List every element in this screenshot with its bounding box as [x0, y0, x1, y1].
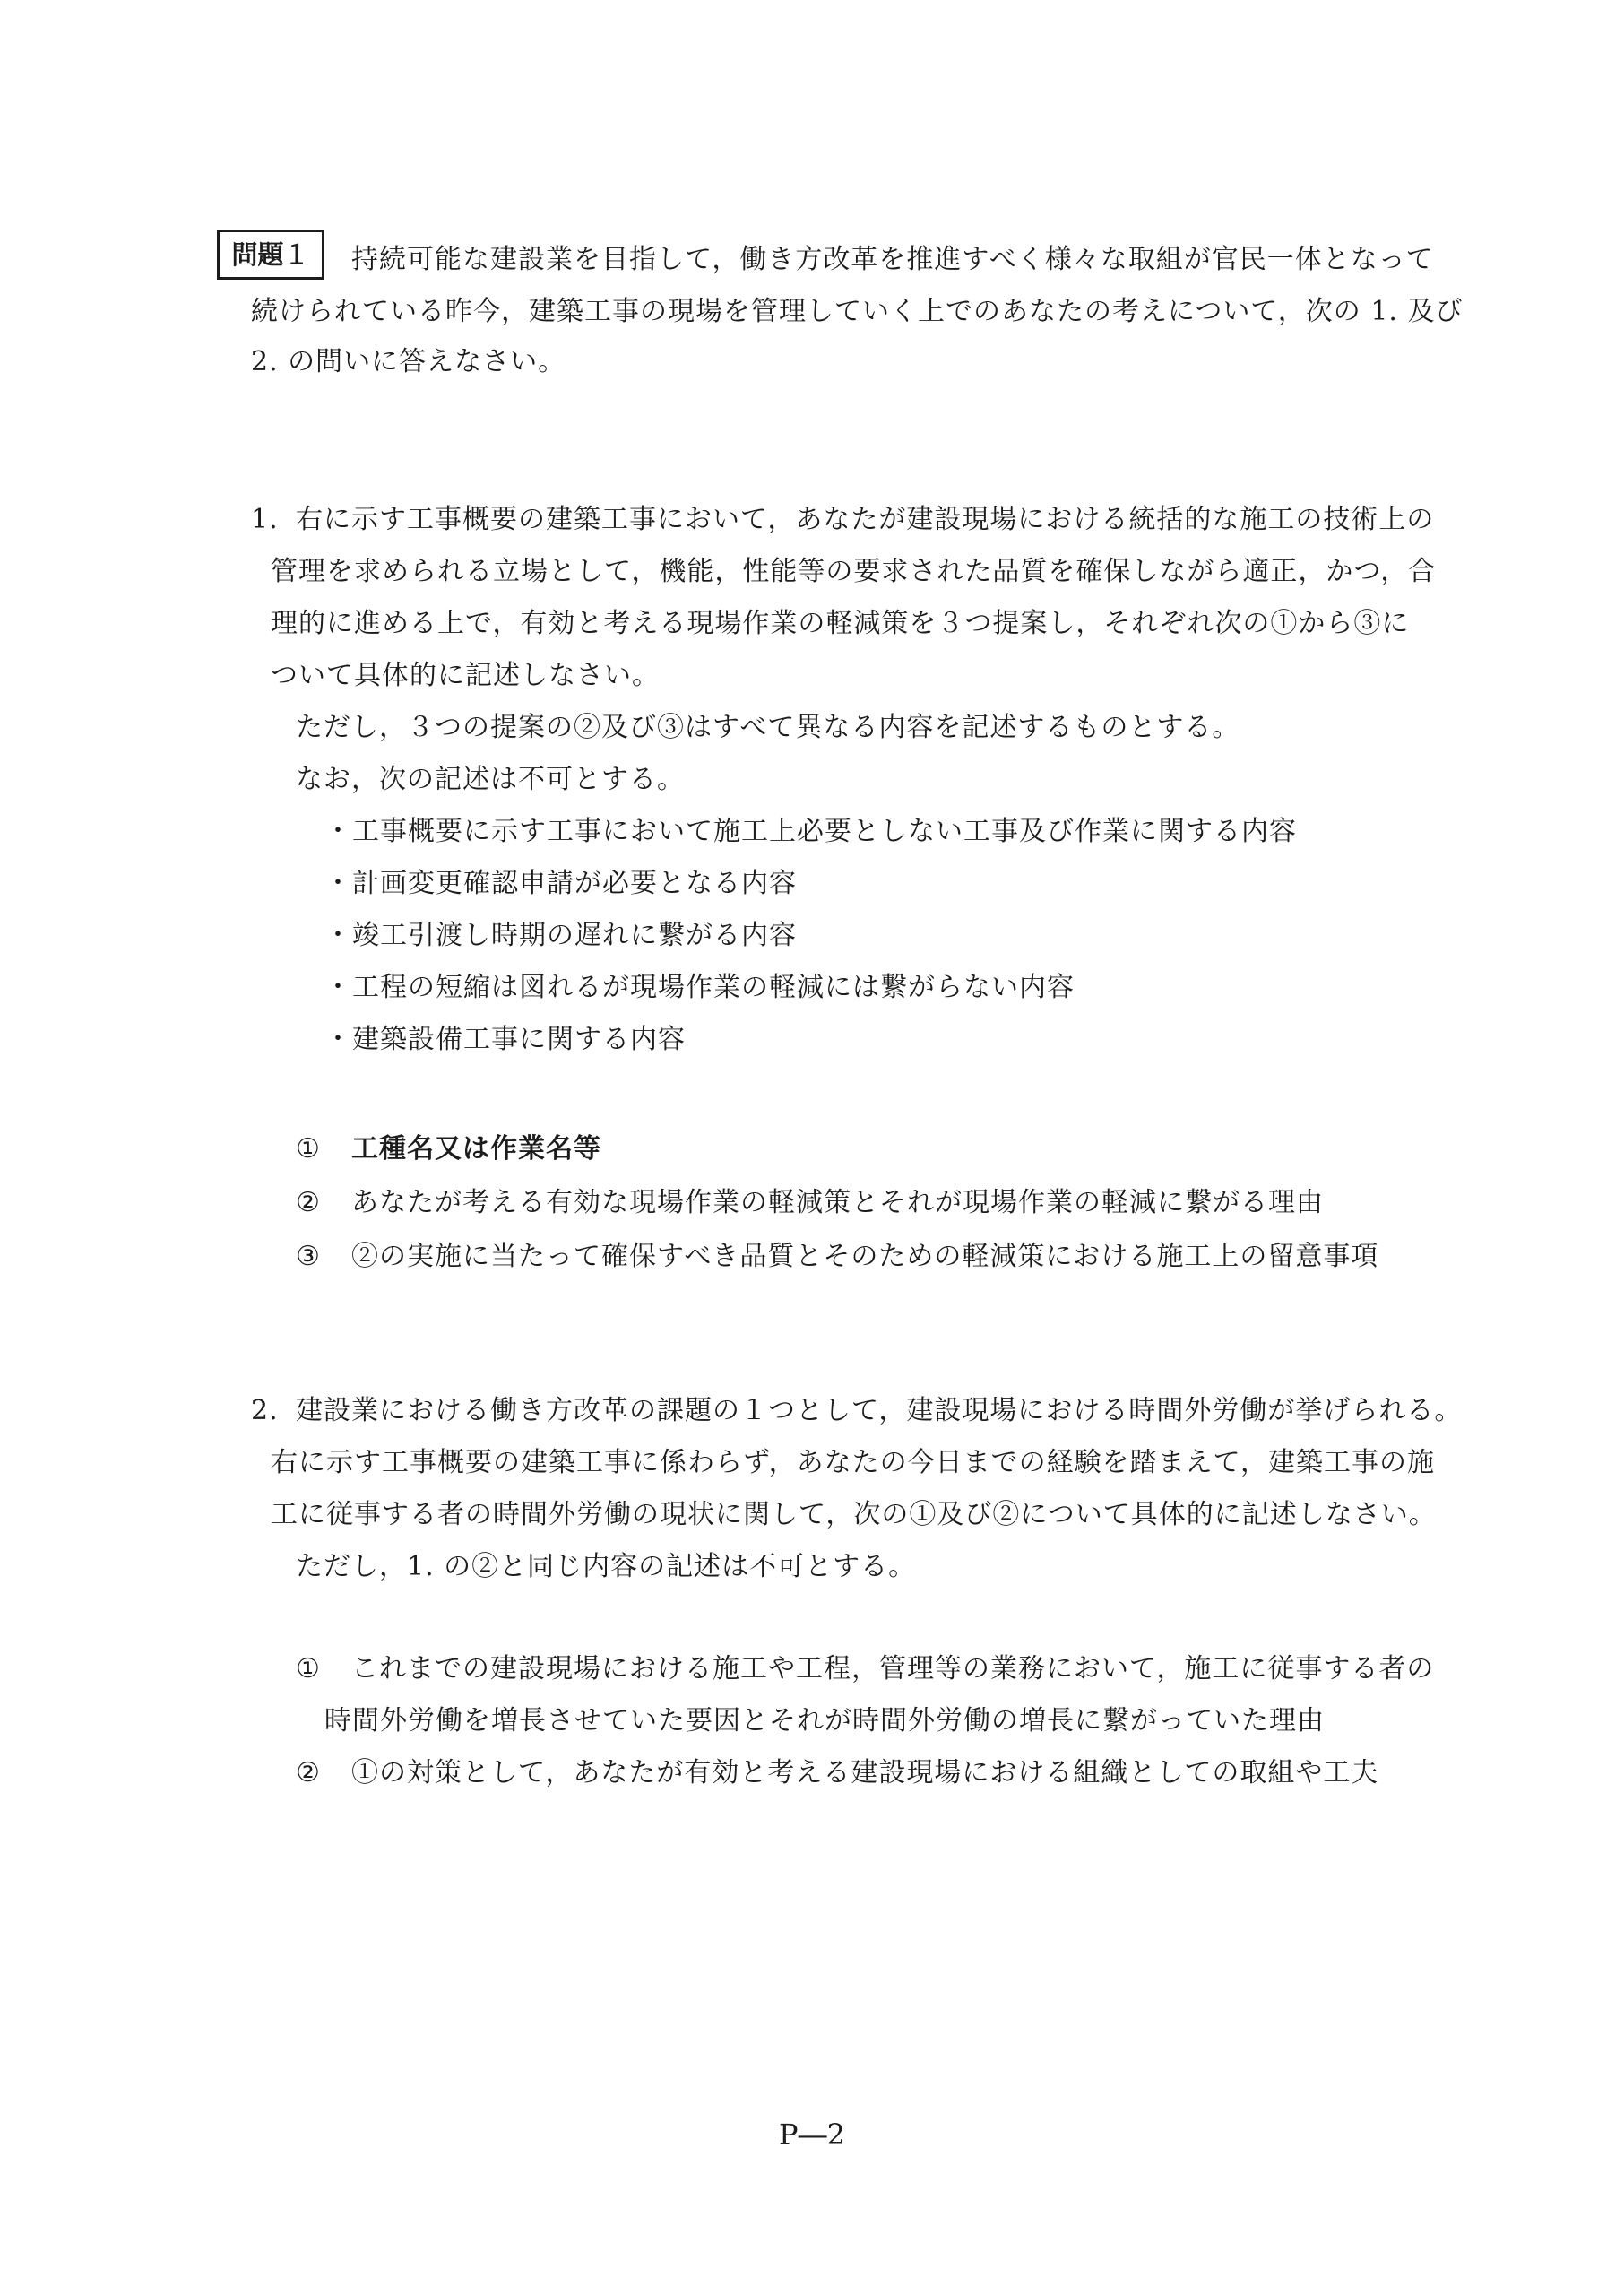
- part2-line-3: 工に従事する者の時間外労働の現状に関して，次の①及び②について具体的に記述しなさい。: [271, 1499, 1437, 1530]
- part2-number: 2.: [251, 1395, 279, 1426]
- part1-line-2: 管理を求められる立場として，機能，性能等の要求された品質を確保しながら適正，かつ，合: [271, 556, 1437, 587]
- part2-item-1-continued: 時間外労働を増長させていた要因とそれが時間外労働の増長に繋がっていた理由: [324, 1705, 1325, 1736]
- exclusion-bullet: ・工程の短縮は図れるが現場作業の軽減には繋がらない内容: [324, 972, 1075, 1003]
- item-number: ②: [296, 1187, 321, 1218]
- part1-item-3: ②の実施に当たって確保すべき品質とそのための軽減策における施工上の留意事項: [351, 1241, 1379, 1272]
- question-label-box: 問題１: [217, 230, 324, 280]
- page-number: P―2: [779, 2117, 845, 2152]
- intro-line-1: 持続可能な建設業を目指して，働き方改革を推進すべく様々な取組が官民一体となって: [351, 244, 1434, 275]
- part1-item-2: あなたが考える有効な現場作業の軽減策とそれが現場作業の軽減に繋がる理由: [351, 1187, 1324, 1218]
- exclusion-bullet: ・竣工引渡し時期の遅れに繋がる内容: [324, 920, 797, 951]
- item-number: ①: [296, 1133, 321, 1165]
- part1-item-1: 工種名又は作業名等: [351, 1133, 601, 1165]
- exclusion-bullet: ・計画変更確認申請が必要となる内容: [324, 868, 797, 899]
- part2-line-2: 右に示す工事概要の建築工事に係わらず，あなたの今日までの経験を踏まえて，建築工事の施: [271, 1447, 1435, 1478]
- part1-note-1: ただし，３つの提案の②及び③はすべて異なる内容を記述するものとする。: [296, 712, 1240, 743]
- part1-line-4: ついて具体的に記述しなさい。: [271, 660, 660, 691]
- exclusion-bullet: ・建築設備工事に関する内容: [324, 1024, 686, 1055]
- intro-line-3: 2. の問いに答えなさい。: [251, 346, 566, 377]
- part2-item-1: これまでの建設現場における施工や工程，管理等の業務において，施工に従事する者の: [351, 1653, 1435, 1684]
- item-number: ②: [296, 1757, 321, 1788]
- part2-line-1: 建設業における働き方改革の課題の１つとして，建設現場における時間外労働が挙げられる。: [296, 1395, 1463, 1426]
- item-number: ①: [296, 1653, 321, 1684]
- part2-line-4: ただし，1. の②と同じ内容の記述は不可とする。: [296, 1551, 917, 1582]
- part1-number: 1.: [251, 504, 279, 535]
- intro-line-2: 続けられている昨今，建築工事の現場を管理していく上でのあなたの考えについて，次の 1. 及び: [251, 296, 1464, 327]
- item-number: ③: [296, 1241, 321, 1272]
- part1-line-1: 右に示す工事概要の建築工事において，あなたが建設現場における統括的な施工の技術上の: [296, 504, 1435, 535]
- exclusion-bullet: ・工事概要に示す工事において施工上必要としない工事及び作業に関する内容: [324, 816, 1297, 847]
- part2-item-2: ①の対策として，あなたが有効と考える建設現場における組織としての取組や工夫: [351, 1757, 1379, 1788]
- part1-note-2: なお，次の記述は不可とする。: [296, 764, 685, 795]
- part1-line-3: 理的に進める上で，有効と考える現場作業の軽減策を３つ提案し，それぞれ次の①から③に: [271, 608, 1410, 639]
